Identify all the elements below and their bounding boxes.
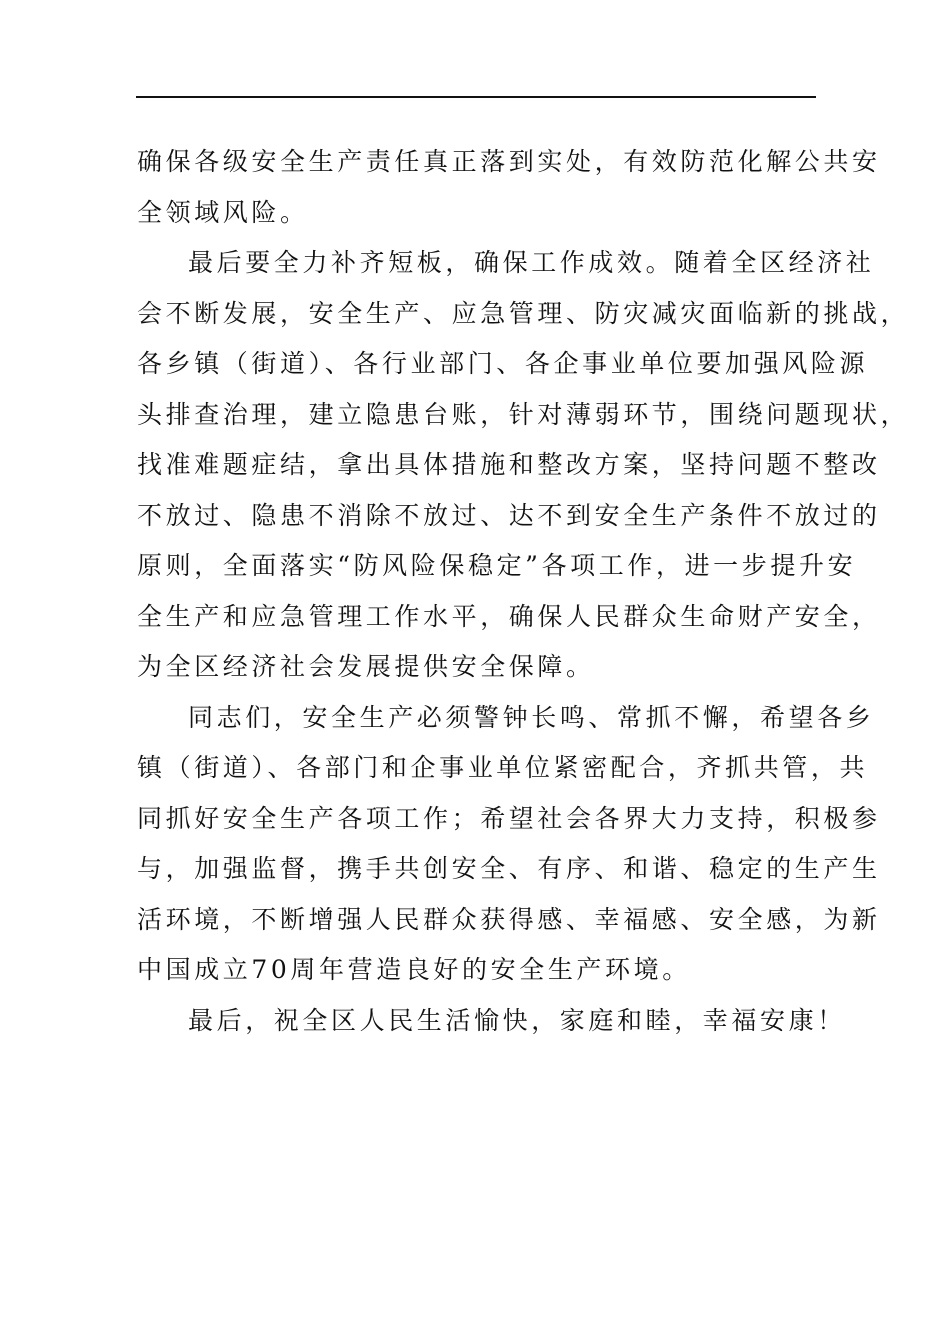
- text-line: 不放过、隐患不消除不放过、达不到安全生产条件不放过的: [137, 500, 881, 530]
- text-line: 活环境，不断增强人民群众获得感、幸福感、安全感，为新: [137, 904, 881, 934]
- text-line: 找准难题症结，拿出具体措施和整改方案，坚持问题不整改: [137, 450, 881, 479]
- text-line: 镇（街道）、各部门和企事业单位紧密配合，齐抓共管，共: [137, 753, 869, 782]
- text-line: 与，加强监督，携手共创安全、有序、和谐、稳定的生产生: [137, 854, 881, 883]
- paragraph-1: [137, 137, 881, 238]
- header-rule: [136, 96, 816, 98]
- text-line: 同志们，安全生产必须警钟长鸣、常抓不懈，希望各乡: [188, 702, 875, 732]
- text-line: 会不断发展，安全生产、应急管理、防灾减灾面临新的挑战，: [137, 298, 910, 328]
- paragraph-3: [137, 693, 881, 996]
- paragraph-4: [137, 996, 846, 1047]
- text-line: 头排查治理，建立隐患台账，针对薄弱环节，围绕问题现状，: [137, 399, 910, 429]
- text-line: 中国成立70周年营造良好的安全生产环境。: [137, 955, 691, 984]
- text-line: 各乡镇（街道）、各行业部门、各企事业单位要加强风险源: [137, 349, 869, 378]
- text-line: 全生产和应急管理工作水平，确保人民群众生命财产安全，: [137, 601, 881, 631]
- text-line: 同抓好安全生产各项工作；希望社会各界大力支持，积极参: [137, 803, 881, 833]
- text-line: 最后，祝全区人民生活愉快，家庭和睦，幸福安康！: [188, 1005, 846, 1035]
- text-line: 最后要全力补齐短板，确保工作成效。随着全区经济社: [188, 248, 875, 277]
- text-line: 全领域风险。: [137, 197, 309, 227]
- text-line: 确保各级安全生产责任真正落到实处，有效防范化解公共安: [137, 147, 881, 176]
- text-line: 为全区经济社会发展提供安全保障。: [137, 652, 595, 681]
- text-line: 原则，全面落实“防风险保稳定”各项工作，进一步提升安: [137, 551, 857, 580]
- body-text: [137, 137, 910, 1046]
- paragraph-2: [137, 238, 910, 693]
